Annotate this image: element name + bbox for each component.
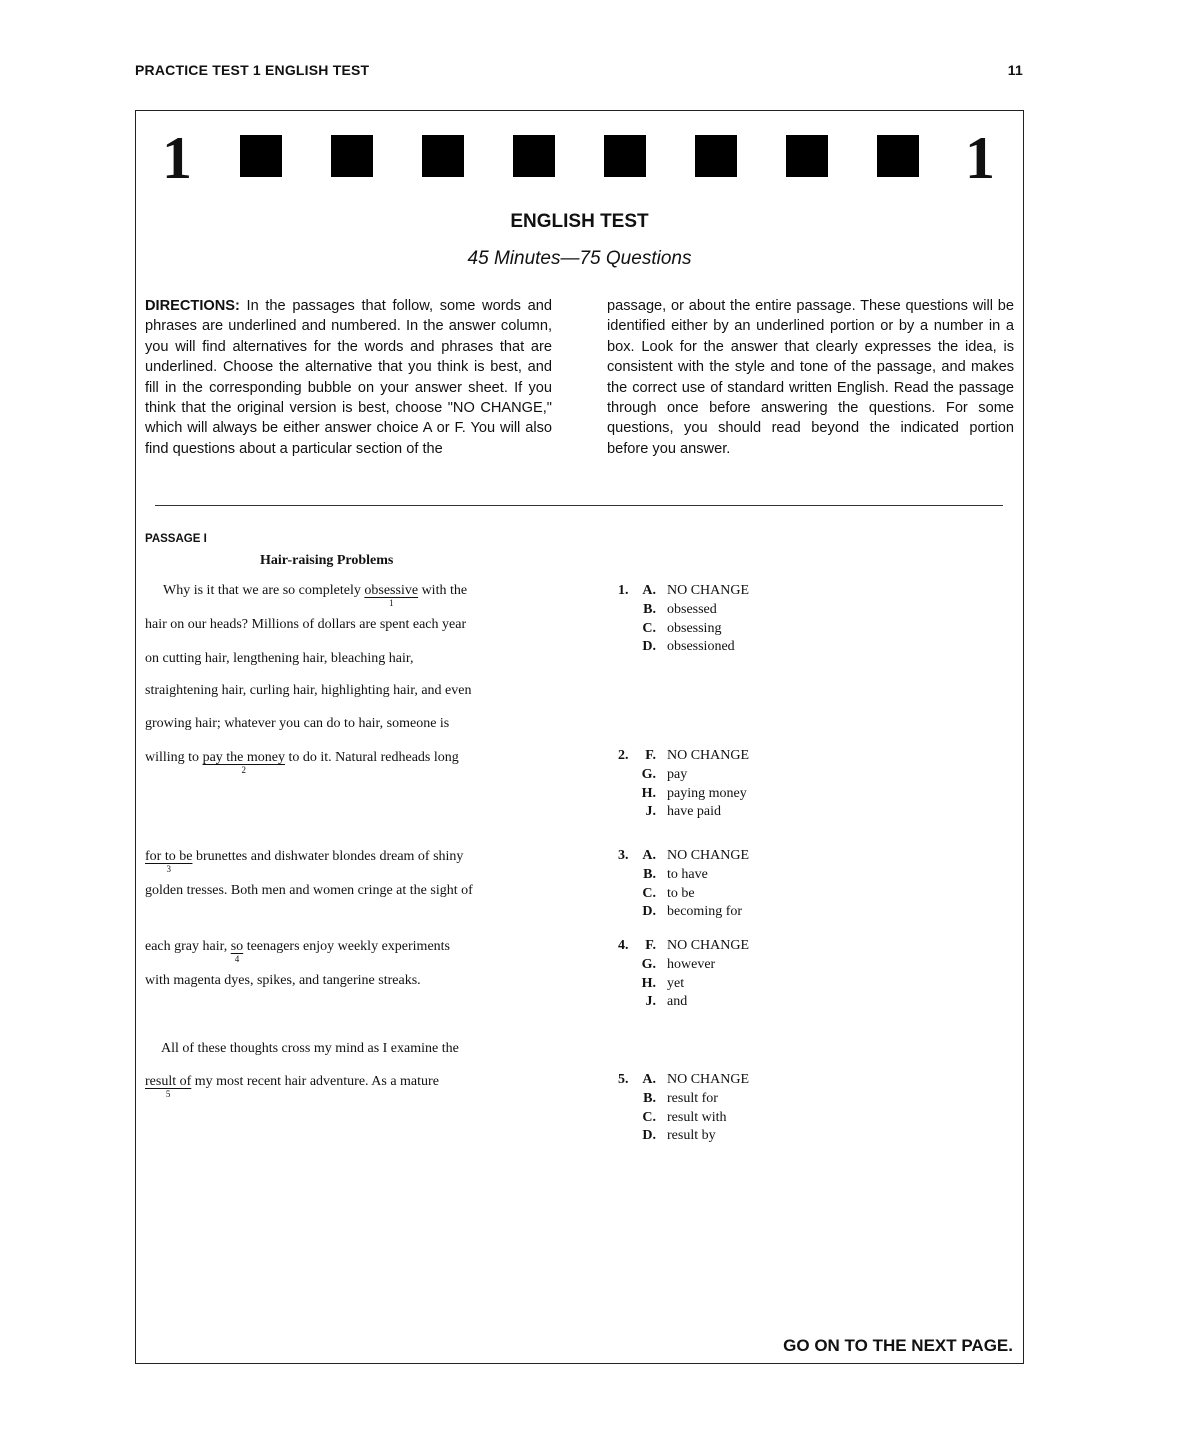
underlined-portion bbox=[145, 1074, 192, 1099]
banner-block bbox=[331, 135, 373, 177]
question-number: 1. bbox=[618, 583, 629, 598]
choice-letter: D. bbox=[642, 904, 656, 920]
question-number: 3. bbox=[618, 848, 629, 863]
choice-text: yet bbox=[667, 975, 685, 991]
question-reference-number: 4 bbox=[234, 954, 240, 964]
question-number: 4. bbox=[618, 938, 629, 953]
passage-text: straightening hair, curling hair, highlighting hair, and even bbox=[145, 683, 472, 698]
choice-letter: G. bbox=[641, 956, 656, 972]
choice-text: and bbox=[667, 994, 688, 1010]
banner-block bbox=[786, 135, 828, 177]
choice-text: obsessioned bbox=[667, 639, 735, 655]
passage-text: growing hair; whatever you can do to hair, someone is bbox=[145, 716, 450, 731]
choice-text: result with bbox=[667, 1109, 727, 1125]
directions-column-1 bbox=[145, 296, 552, 459]
passage-text: All of these thoughts cross my mind as I examine the bbox=[161, 1041, 459, 1056]
banner-block bbox=[877, 135, 919, 177]
underlined-text: so bbox=[230, 939, 244, 954]
choice-letter: C. bbox=[642, 885, 656, 901]
choice-text: result by bbox=[667, 1128, 716, 1144]
question-number: 5. bbox=[618, 1072, 629, 1087]
underlined-portion bbox=[145, 849, 193, 874]
passage-line bbox=[145, 651, 414, 667]
passage-text: willing to bbox=[145, 750, 203, 765]
passage-text: to do it. Natural redheads long bbox=[284, 750, 459, 765]
passage-text: with the bbox=[418, 583, 468, 598]
choice-letter: F. bbox=[645, 748, 656, 763]
choice-text: NO CHANGE bbox=[667, 938, 750, 953]
passage-line bbox=[145, 849, 464, 874]
directions-column-2 bbox=[607, 296, 1014, 459]
passage-label: PASSAGE I bbox=[145, 533, 207, 545]
section-number-right: 1 bbox=[965, 125, 995, 191]
passage-text: each gray hair, bbox=[145, 939, 231, 954]
underlined-portion bbox=[202, 750, 285, 775]
choice-text: becoming for bbox=[667, 904, 743, 920]
choice-text: NO CHANGE bbox=[667, 748, 750, 763]
banner-block bbox=[513, 135, 555, 177]
directions-text-1: In the passages that follow, some words and phrases are underlined and numbered. In the answer column, you will find alternatives for the words and phrases that are underlined. Choose the alternative that you think is best, and fill in the corresponding bubble on your answer sheet. If you think that the original version is best, choose "NO CHANGE," which will always be either answer choice A or F. You will also find questions about a particular section of the bbox=[145, 298, 552, 457]
choice-letter: C. bbox=[642, 1109, 656, 1125]
passage-title: Hair-raising Problems bbox=[260, 553, 394, 568]
passage-text: teenagers enjoy weekly experiments bbox=[243, 939, 450, 954]
choice-letter: F. bbox=[645, 938, 656, 953]
choice-letter: G. bbox=[641, 766, 656, 782]
choice-text: obsessed bbox=[667, 601, 717, 617]
choice-letter: H. bbox=[641, 785, 656, 801]
passage-line bbox=[145, 750, 459, 775]
passage-text: my most recent hair adventure. As a mature bbox=[191, 1074, 439, 1089]
running-header-title: PRACTICE TEST 1 ENGLISH TEST bbox=[135, 62, 370, 78]
passage-text: on cutting hair, lengthening hair, bleaching hair, bbox=[145, 651, 414, 666]
passage-line bbox=[145, 1074, 439, 1099]
passage-line bbox=[161, 1041, 459, 1057]
question-reference-number: 5 bbox=[165, 1089, 171, 1099]
underlined-text: result of bbox=[145, 1074, 192, 1089]
choice-text: NO CHANGE bbox=[667, 1072, 750, 1087]
passage-line bbox=[145, 683, 471, 699]
underlined-portion bbox=[364, 583, 419, 608]
section-number-left: 1 bbox=[162, 125, 192, 191]
question-reference-number: 1 bbox=[388, 598, 394, 608]
choice-letter: J. bbox=[645, 994, 656, 1010]
test-title: ENGLISH TEST bbox=[510, 211, 649, 232]
choice-text: NO CHANGE bbox=[667, 848, 750, 863]
question-reference-number: 3 bbox=[166, 864, 171, 874]
banner-block bbox=[240, 135, 282, 177]
passage-text: brunettes and dishwater blondes dream of shiny bbox=[192, 849, 464, 864]
passage-line bbox=[145, 939, 450, 964]
page-number: 11 bbox=[1007, 62, 1023, 78]
passage-line bbox=[163, 583, 468, 608]
choice-letter: J. bbox=[645, 804, 656, 820]
choice-text: pay bbox=[667, 766, 688, 782]
choice-letter: B. bbox=[643, 1090, 656, 1106]
choice-letter: A. bbox=[642, 1072, 656, 1087]
choice-text: obsessing bbox=[667, 620, 722, 636]
choice-text: NO CHANGE bbox=[667, 583, 750, 598]
choice-letter: A. bbox=[642, 848, 656, 863]
choice-letter: A. bbox=[642, 583, 656, 598]
underlined-text: pay the money bbox=[202, 750, 285, 765]
passage-text: Why is it that we are so completely bbox=[163, 583, 365, 598]
choice-text: paying money bbox=[667, 785, 747, 801]
next-page-notice: GO ON TO THE NEXT PAGE. bbox=[783, 1336, 1013, 1355]
choice-letter: D. bbox=[642, 1128, 656, 1144]
choice-text: have paid bbox=[667, 804, 722, 820]
choice-text: however bbox=[667, 956, 716, 972]
choice-letter: B. bbox=[643, 866, 656, 882]
underlined-text: obsessive bbox=[364, 583, 419, 598]
choice-letter: B. bbox=[643, 601, 656, 617]
passage-line bbox=[145, 617, 466, 633]
banner-block bbox=[604, 135, 646, 177]
directions-label: DIRECTIONS: bbox=[145, 298, 240, 314]
underlined-text: for to be bbox=[145, 849, 193, 864]
choice-text: to be bbox=[667, 885, 695, 901]
passage-text: hair on our heads? Millions of dollars are spent each year bbox=[145, 617, 467, 632]
passage-line bbox=[145, 883, 473, 899]
question-number: 2. bbox=[618, 748, 629, 763]
banner-block bbox=[695, 135, 737, 177]
section-divider bbox=[155, 505, 1003, 506]
choice-text: to have bbox=[667, 866, 708, 882]
banner-block bbox=[422, 135, 464, 177]
choice-letter: H. bbox=[641, 975, 656, 991]
choice-letter: C. bbox=[642, 620, 656, 636]
question-reference-number: 2 bbox=[241, 765, 247, 775]
underlined-portion bbox=[230, 939, 244, 964]
choice-text: result for bbox=[667, 1090, 718, 1106]
passage-text: with magenta dyes, spikes, and tangerine streaks. bbox=[145, 973, 421, 988]
passage-text: golden tresses. Both men and women cringe at the sight of bbox=[145, 883, 473, 898]
choice-letter: D. bbox=[642, 639, 656, 655]
passage-line bbox=[145, 716, 449, 732]
directions-text-2: passage, or about the entire passage. These questions will be identified either by an underlined portion or by a number in a box. Look for the answer that clearly expresses the idea, is consistent with the style and tone of the passage, and makes the correct use of standard written English. Read the passage through once before answering the questions. For some questions, you should read beyond the indicated portion before you answer. bbox=[607, 298, 1014, 457]
passage-line bbox=[145, 973, 421, 989]
test-subtitle: 45 Minutes—75 Questions bbox=[467, 248, 692, 269]
